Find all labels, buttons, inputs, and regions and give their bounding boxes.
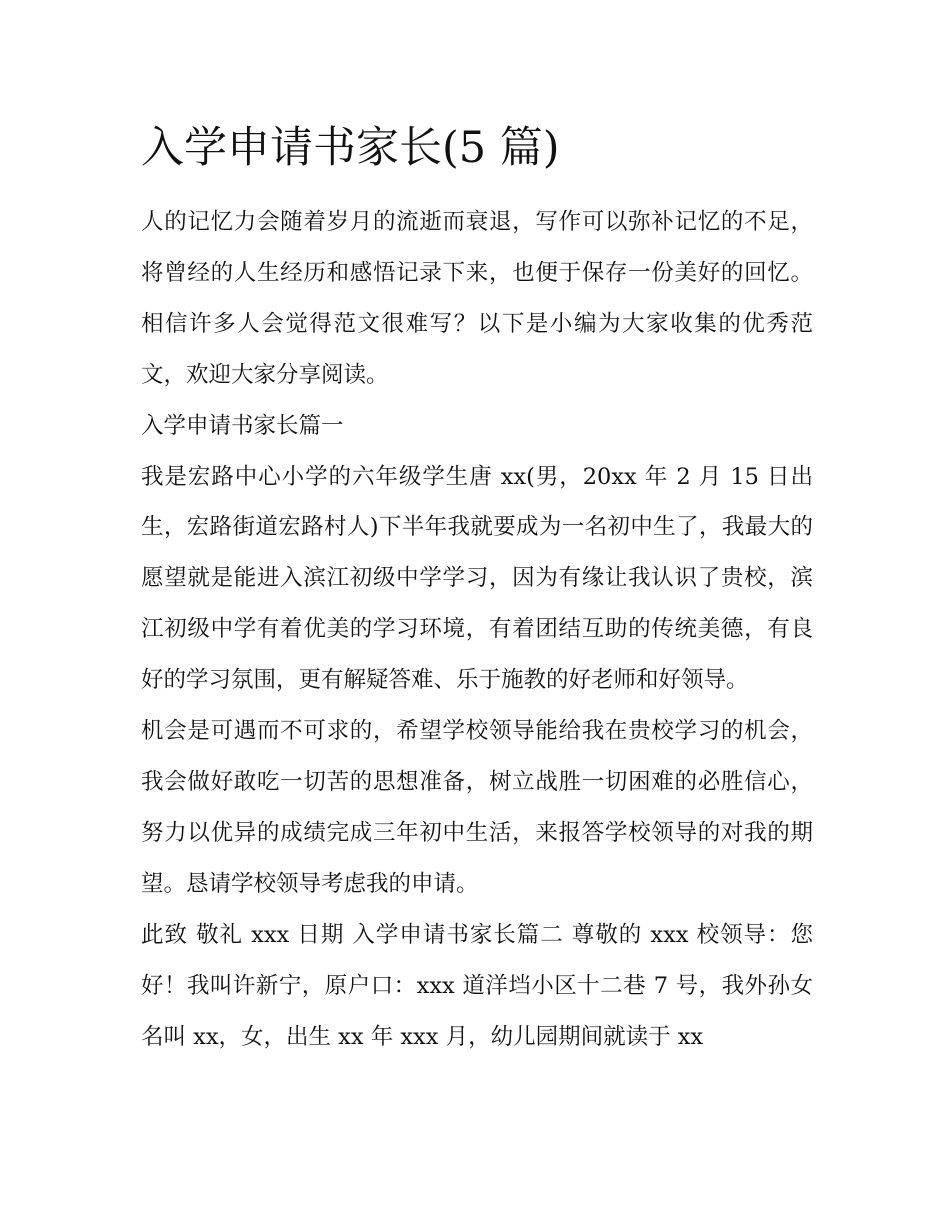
body-paragraph-1: 我是宏路中心小学的六年级学生唐 xx(男，20xx 年 2 月 15 日出生，宏路街道宏路村人)下半年我就要成为一名初中生了，我最大的愿望就是能进入滨江初级中学学习，因为有缘让我认识了贵校，滨江初级中学有着优美的学习环境，有着团结互助的传统美德，有良好的学习氛围，更有解疑答难、乐于施教的好老师和好领导。 — [141, 463, 813, 694]
section-heading-1: 入学申请书家长篇一 — [141, 412, 344, 439]
document-title: 入学申请书家长(5 篇) — [141, 123, 560, 173]
body-paragraph-3: 此致 敬礼 xxx 日期 入学申请书家长篇二 尊敬的 xxx 校领导：您好！我叫许新宁，原户口：xxx 道洋垱小区十二巷 7 号，我外孙女名叫 xx，女，出生 xx 年 xxx 月，幼儿园期间就读于 xx — [141, 921, 813, 1050]
body-paragraph-2: 机会是可遇而不可求的，希望学校领导能给我在贵校学习的机会，我会做好敢吃一切苦的思想准备，树立战胜一切困难的必胜信心，努力以优异的成绩完成三年初中生活，来报答学校领导的对我的期望。恳请学校领导考虑我的申请。 — [141, 718, 813, 897]
document-body — [141, 116, 813, 1062]
intro-paragraph: 人的记忆力会随着岁月的流逝而衰退，写作可以弥补记忆的不足，将曾经的人生经历和感悟记录下来，也便于保存一份美好的回忆。相信许多人会觉得范文很难写？以下是小编为大家收集的优秀范文，欢迎大家分享阅读。 — [141, 209, 813, 388]
